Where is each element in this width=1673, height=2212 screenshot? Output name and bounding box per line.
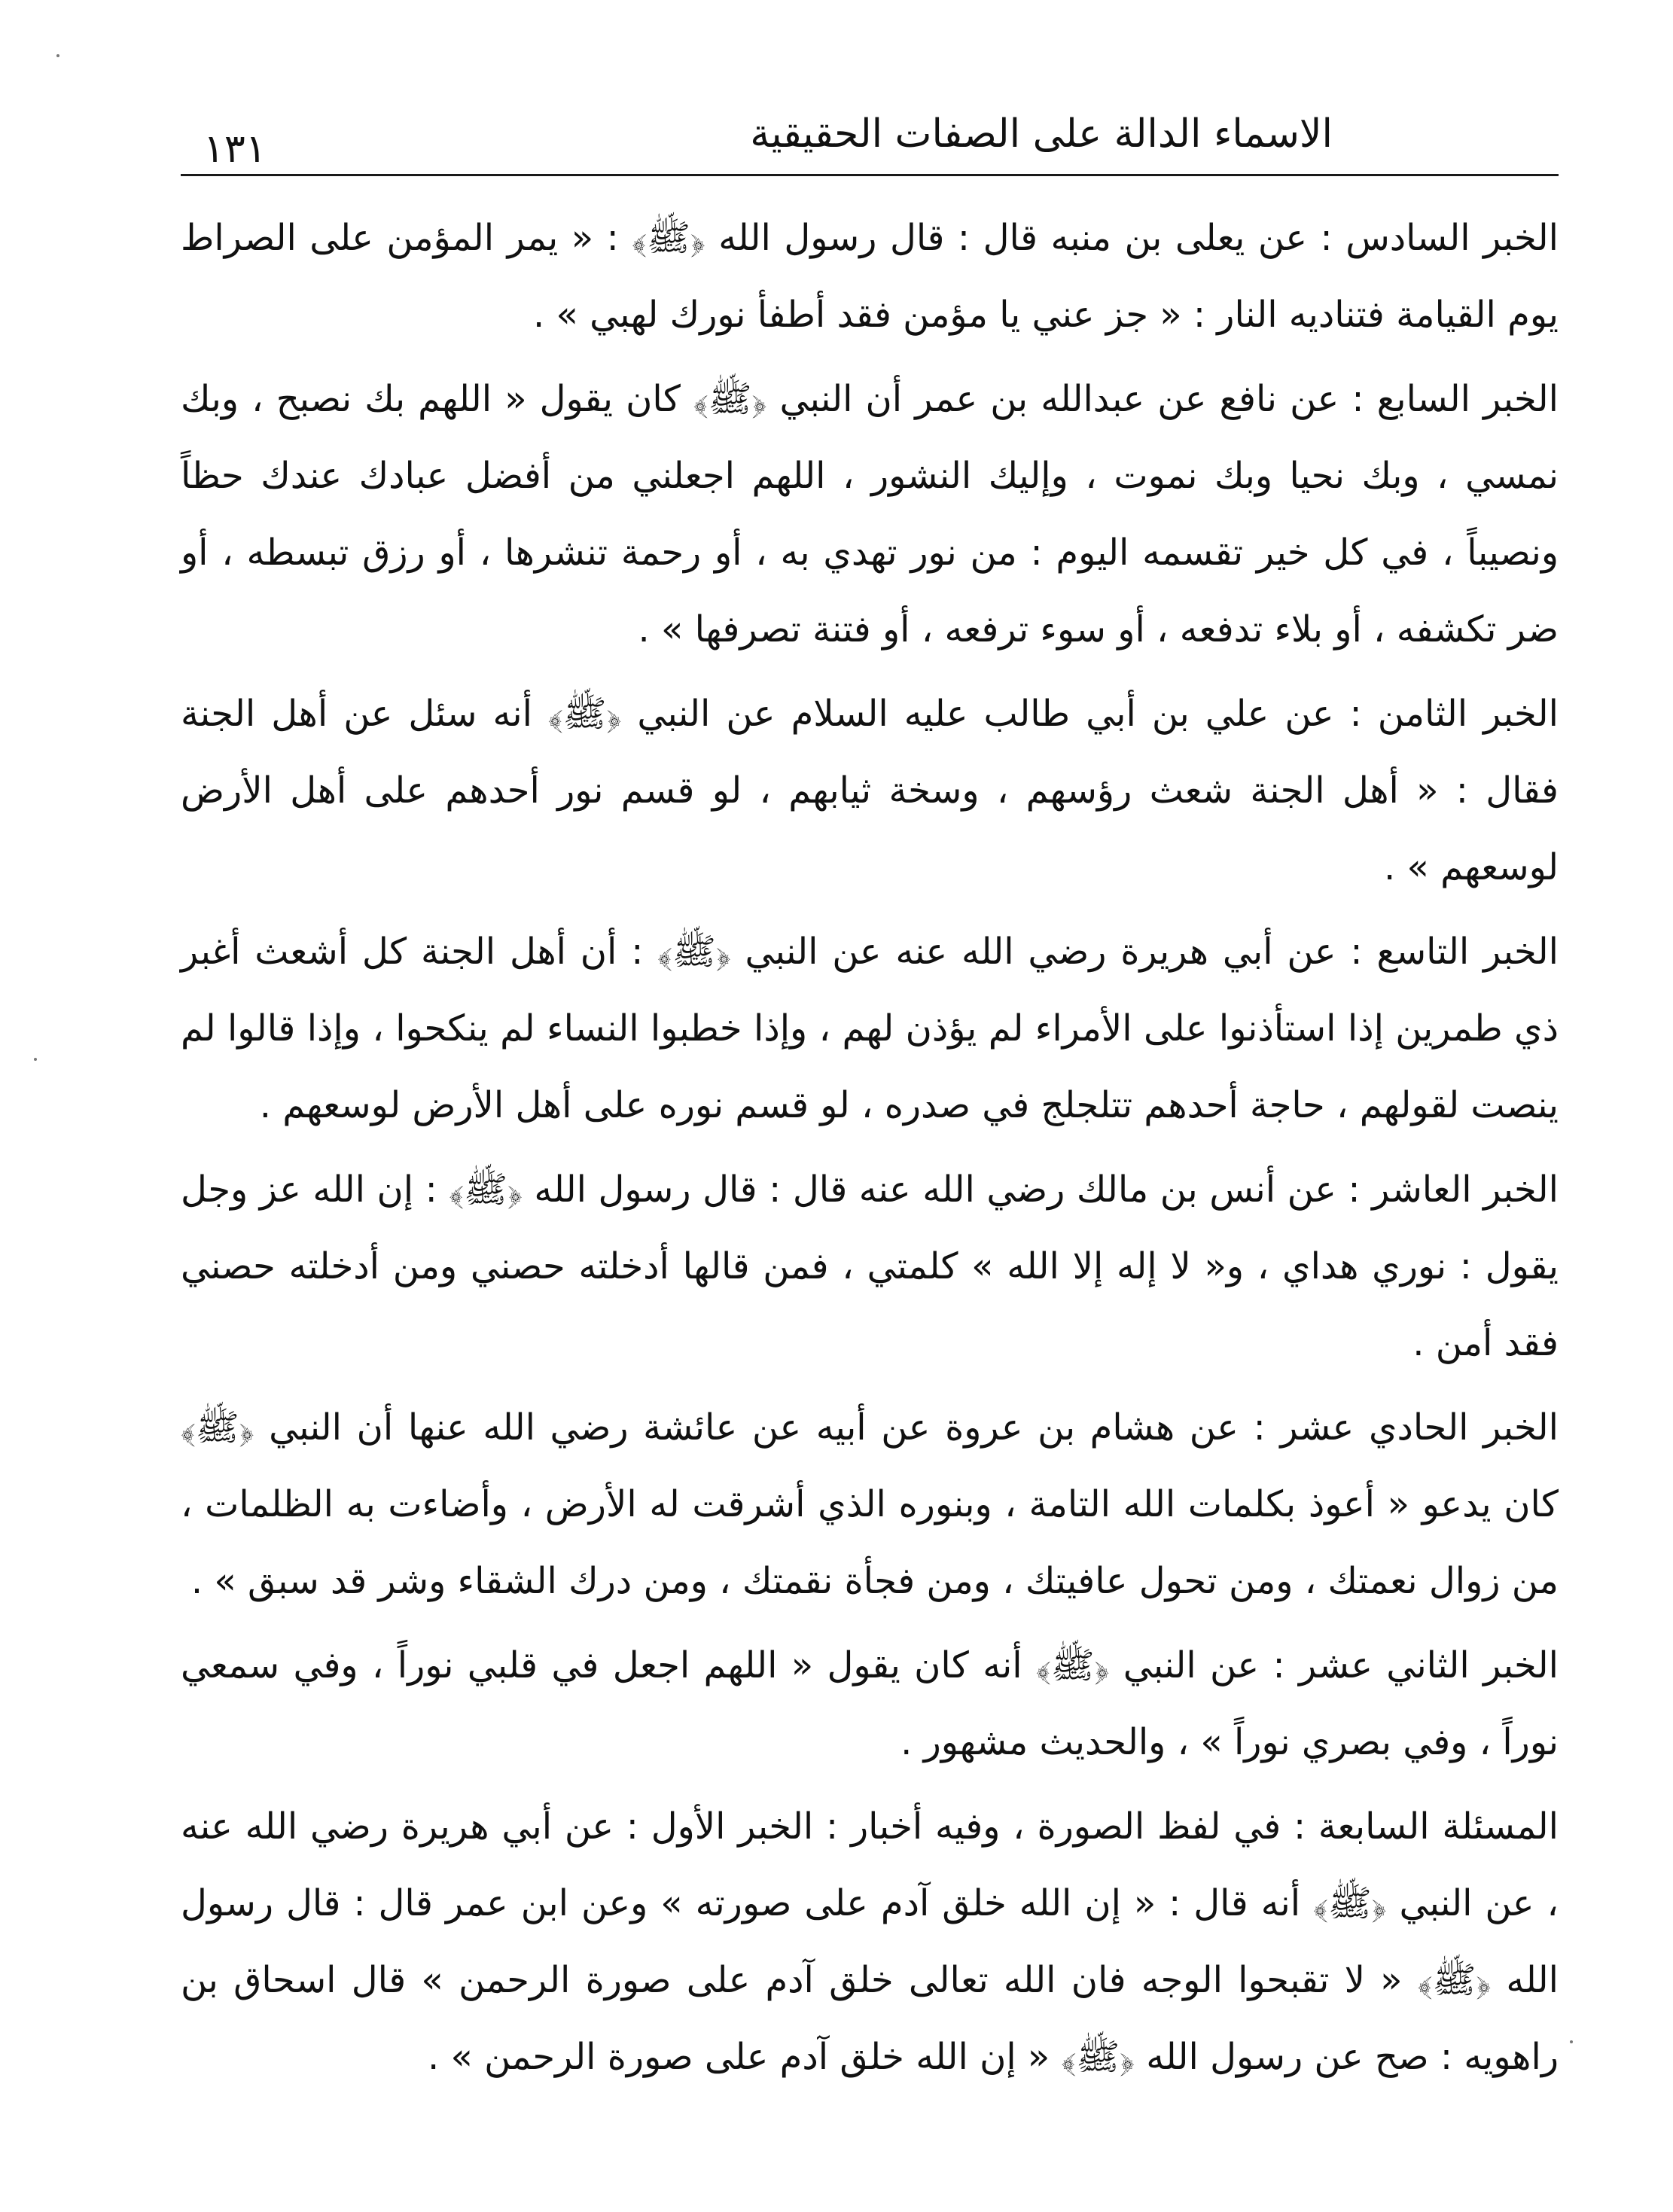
paragraph-khabar-7: الخبر السابع : عن نافع عن عبدالله بن عمر أن النبي ﴿ﷺ﴾ كان يقول « اللهم بك نصبح ، وبك نمسي ، وبك نحيا وبك نموت ، وإليك النشور ، اللهم اجعلني من أفضل عبادك عندك حظاً ونصيباً ، في كل خير تقسمه اليوم : من نور تهدي به ، أو رحمة تنشرها ، أو رزق تبسطه ، أو ضر تكشفه ، أو بلاء تدفعه ، أو سوء ترفعه ، أو فتنة تصرفها » . <box>181 378 1559 650</box>
running-header <box>181 105 1559 173</box>
page-number: ١٣١ <box>203 126 267 172</box>
header-rule <box>181 174 1559 176</box>
paragraph-khabar-8: الخبر الثامن : عن علي بن أبي طالب عليه السلام عن النبي ﴿ﷺ﴾ أنه سئل عن أهل الجنة فقال : « أهل الجنة شعث رؤسهم ، وسخة ثيابهم ، لو قسم نور أحدهم على أهل الأرض لوسعهم » . <box>181 693 1559 888</box>
body-text <box>181 200 1559 2103</box>
scan-speck <box>34 1058 37 1061</box>
paragraph-masala-7: المسئلة السابعة : في لفظ الصورة ، وفيه أخبار : الخبر الأول : عن أبي هريرة رضي الله عنه ، عن النبي ﴿ﷺ﴾ أنه قال : « إن الله خلق آدم على صورته » وعن ابن عمر قال : قال رسول الله ﴿ﷺ﴾ « لا تقبحوا الوجه فان الله تعالى خلق آدم على صورة الرحمن » قال اسحاق بن راهويه : صح عن رسول الله ﴿ﷺ﴾ « إن الله خلق آدم على صورة الرحمن » . <box>181 1805 1559 2078</box>
paragraph-khabar-10: الخبر العاشر : عن أنس بن مالك رضي الله عنه قال : قال رسول الله ﴿ﷺ﴾ : إن الله عز وجل يقول : نوري هداي ، و« لا إله إلا الله » كلمتي ، فمن قالها أدخلته حصني ومن أدخلته حصني فقد أمن . <box>181 1168 1559 1364</box>
paragraph-khabar-6: الخبر السادس : عن يعلى بن منبه قال : قال رسول الله ﴿ﷺ﴾ : « يمر المؤمن على الصراط يوم القيامة فتناديه النار : « جز عني يا مؤمن فقد أطفأ نورك لهبي » . <box>181 217 1559 336</box>
paragraph-khabar-11: الخبر الحادي عشر : عن هشام بن عروة عن أبيه عن عائشة رضي الله عنها أن النبي ﴿ﷺ﴾ كان يدعو « أعوذ بكلمات الله التامة ، وبنوره الذي أشرقت له الأرض ، وأضاءت به الظلمات ، من زوال نعمتك ، ومن تحول عافيتك ، ومن فجأة نقمتك ، ومن درك الشقاء وشر قد سبق » . <box>181 1406 1559 1602</box>
paragraph-khabar-9: الخبر التاسع : عن أبي هريرة رضي الله عنه عن النبي ﴿ﷺ﴾ : أن أهل الجنة كل أشعث أغبر ذي طمرين إذا استأذنوا على الأمراء لم يؤذن لهم ، وإذا خطبوا النساء لم ينكحوا ، وإذا قالوا لم ينصت لقولهم ، حاجة أحدهم تتلجلج في صدره ، لو قسم نوره على أهل الأرض لوسعهم . <box>181 931 1559 1126</box>
running-title: الاسماء الدالة على الصفات الحقيقية <box>750 111 1333 157</box>
paragraph-khabar-12: الخبر الثاني عشر : عن النبي ﴿ﷺ﴾ أنه كان يقول « اللهم اجعل في قلبي نوراً ، وفي سمعي نوراً ، وفي بصري نوراً » ، والحديث مشهور . <box>181 1644 1559 1763</box>
scan-speck <box>1570 2040 1573 2043</box>
scan-speck <box>56 54 59 57</box>
